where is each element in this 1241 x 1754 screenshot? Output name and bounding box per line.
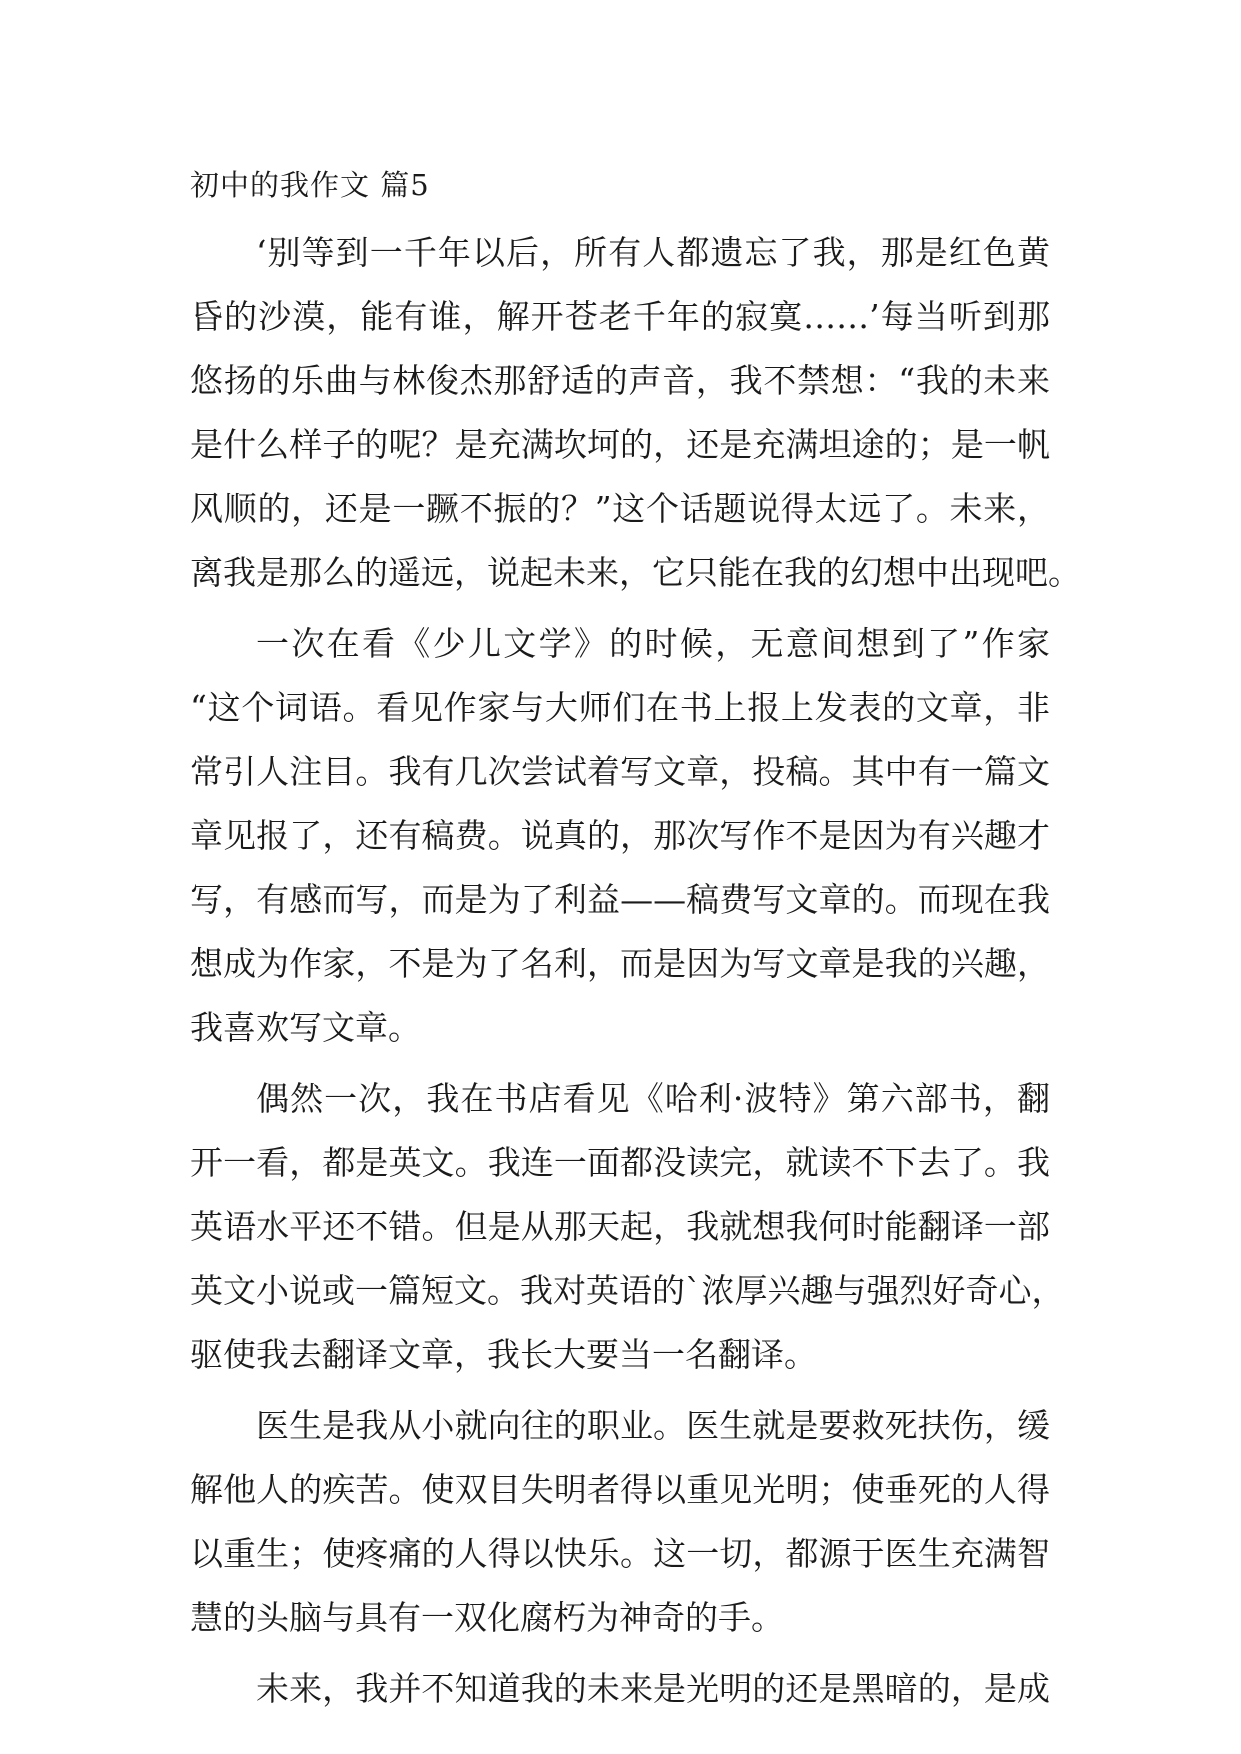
text-line: 以重生；使疼痛的人得以快乐。这一切，都源于医生充满智 [190, 1534, 1050, 1573]
text-line: ‘别等到一千年以后，所有人都遗忘了我，那是红色黄 [256, 233, 1050, 272]
essay-title: 初中的我作文 篇5 [190, 168, 430, 202]
text-line: 驱使我去翻译文章，我长大要当一名翻译。 [190, 1335, 817, 1374]
text-line: 开一看，都是英文。我连一面都没读完，就读不下去了。我 [190, 1143, 1050, 1182]
text-line: 未来，我并不知道我的未来是光明的还是黑暗的，是成 [256, 1669, 1050, 1708]
text-line: 章见报了，还有稿费。说真的，那次写作不是因为有兴趣才 [190, 816, 1050, 855]
text-line: 英语水平还不错。但是从那天起，我就想我何时能翻译一部 [190, 1207, 1050, 1246]
text-line: “这个词语。看见作家与大师们在书上报上发表的文章，非 [190, 688, 1050, 727]
text-line: 一次在看《少儿文学》的时候，无意间想到了”作家 [256, 624, 1050, 663]
text-line: 解他人的疾苦。使双目失明者得以重见光明；使垂死的人得 [190, 1470, 1050, 1509]
text-line: 悠扬的乐曲与林俊杰那舒适的声音，我不禁想：“我的未来 [190, 361, 1050, 400]
essay-body [190, 221, 1081, 1728]
text-line: 医生是我从小就向往的职业。医生就是要救死扶伤，缓 [256, 1406, 1050, 1445]
text-line: 想成为作家，不是为了名利，而是因为写文章是我的兴趣， [190, 944, 1050, 983]
text-line: 昏的沙漠，能有谁，解开苍老千年的寂寞……’每当听到那 [190, 297, 1050, 336]
text-line: 英文小说或一篇短文。我对英语的`浓厚兴趣与强烈好奇心， [190, 1271, 1065, 1310]
paragraph-5 [190, 1657, 1050, 1721]
paragraph-4 [190, 1394, 1050, 1650]
paragraph-2 [190, 612, 1050, 1060]
text-line: 慧的头脑与具有一双化腐朽为神奇的手。 [190, 1598, 784, 1637]
text-line: 风顺的，还是一蹶不振的？”这个话题说得太远了。未来， [190, 489, 1050, 528]
text-line: 离我是那么的遥远，说起未来，它只能在我的幻想中出现吧。 [190, 553, 1081, 592]
text-line: 我喜欢写文章。 [190, 1008, 421, 1047]
paragraph-3 [190, 1067, 1065, 1387]
paragraph-1 [190, 221, 1081, 605]
text-line: 常引人注目。我有几次尝试着写文章，投稿。其中有一篇文 [190, 752, 1050, 791]
text-line: 写，有感而写，而是为了利益——稿费写文章的。而现在我 [190, 880, 1050, 919]
text-line: 偶然一次，我在书店看见《哈利·波特》第六部书，翻 [256, 1079, 1050, 1118]
text-line: 是什么样子的呢？是充满坎坷的，还是充满坦途的；是一帆 [190, 425, 1050, 464]
